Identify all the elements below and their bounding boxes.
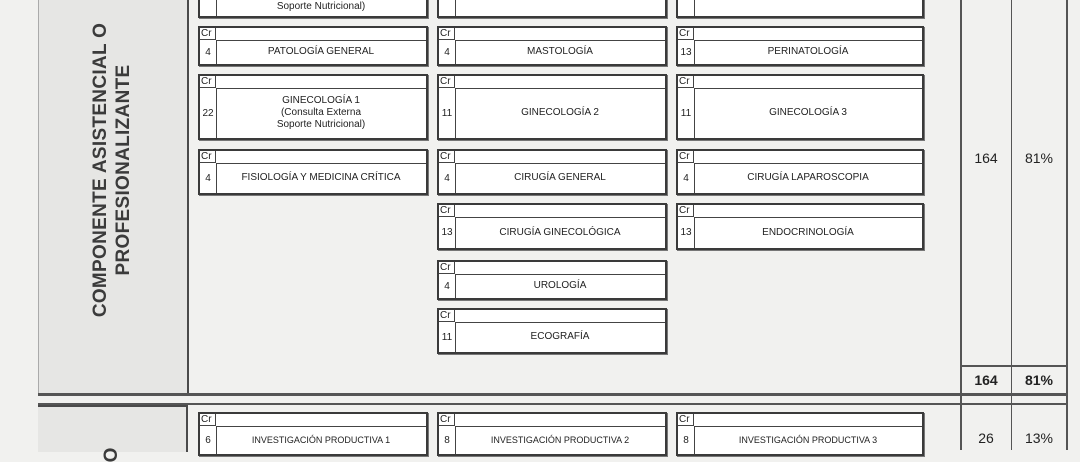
column-rule-percent [1011, 0, 1012, 450]
credit-label: Cr [439, 262, 455, 274]
credit-value: 8 [439, 426, 456, 454]
course-ginecologia-1 [198, 74, 428, 140]
credit-value: 4 [439, 274, 456, 298]
course-partial-1 [198, 0, 428, 18]
course-name: INVESTIGACIÓN PRODUCTIVA 1 [251, 435, 391, 445]
credit-value: 11 [439, 88, 456, 138]
credit-value: 4 [439, 40, 456, 64]
course-cirugia-general [437, 149, 667, 195]
credit-label: Cr [678, 76, 694, 88]
course-name: CIRUGÍA GINECOLÓGICA [499, 226, 621, 238]
course-name: PERINATOLOGÍA [767, 46, 849, 57]
course-name: INVESTIGACIÓN PRODUCTIVA 2 [490, 435, 630, 445]
credit-value: 11 [678, 88, 695, 138]
credits-subtotal: 164 [974, 372, 998, 388]
course-name: ENDOCRINOLOGÍA [762, 226, 854, 238]
percent-total: 81% [1024, 150, 1054, 166]
course-name: GINECOLOGÍA 1 (Consulta Externa Soporte Nutricional) [276, 95, 366, 130]
credit-label: Cr [439, 205, 455, 217]
course-patologia-general [198, 26, 428, 66]
credit-value: 4 [200, 40, 217, 64]
course-investigacion-3 [676, 412, 924, 456]
course-name: UROLOGÍA [533, 280, 587, 291]
course-name: FISIOLOGÍA Y MEDICINA CRÍTICA [241, 172, 401, 183]
course-fisiologia [198, 149, 428, 195]
section-divider-2 [38, 403, 1068, 405]
course-ecografia [437, 308, 667, 354]
credit-value: 8 [678, 426, 695, 454]
course-cirugia-ginecologica [437, 203, 667, 250]
credit-label: Cr [439, 310, 455, 322]
credit-label: Cr [200, 28, 216, 40]
credit-label: Cr [678, 205, 694, 217]
credit-value: 4 [200, 163, 217, 193]
percent-next-section: 13% [1024, 430, 1054, 446]
course-name: Soporte Nutricional) [276, 1, 366, 12]
credit-value: 4 [439, 163, 456, 193]
course-investigacion-2 [437, 412, 667, 456]
course-name: PATOLOGÍA GENERAL [267, 46, 375, 57]
course-name: GINECOLOGÍA 2 [521, 107, 599, 118]
course-name: INVESTIGACIÓN PRODUCTIVA 3 [738, 435, 878, 445]
column-rule-right [1066, 0, 1068, 450]
section-divider [38, 393, 1068, 396]
credit-label: Cr [200, 414, 216, 426]
credit-value: 11 [439, 322, 456, 352]
course-name: ECOGRAFÍA [530, 331, 590, 342]
next-section-title-panel [38, 405, 188, 452]
course-perinatologia [676, 26, 924, 66]
credits-next-section: 26 [978, 430, 994, 446]
course-name: CIRUGÍA LAPAROSCOPIA [747, 172, 869, 183]
course-endocrinologia [676, 203, 924, 250]
subtotal-rule [960, 365, 1068, 367]
credit-label: Cr [200, 151, 216, 163]
next-section-title-fragment: O [101, 447, 122, 462]
credit-value: 6 [200, 426, 217, 454]
course-partial-2 [437, 0, 667, 18]
course-investigacion-1 [198, 412, 428, 456]
section-title: COMPONENTE ASISTENCIAL O PROFESIONALIZANTE [90, 22, 134, 318]
percent-subtotal: 81% [1024, 372, 1054, 388]
course-cirugia-laparoscopia [676, 149, 924, 195]
course-name: GINECOLOGÍA 3 [769, 107, 847, 118]
credit-label: Cr [678, 151, 694, 163]
course-partial-3 [676, 0, 924, 18]
course-urologia [437, 260, 667, 300]
course-name: CIRUGÍA GENERAL [514, 172, 606, 183]
credit-value: 13 [678, 217, 695, 248]
course-mastologia [437, 26, 667, 66]
course-ginecologia-2 [437, 74, 667, 140]
credit-label: Cr [678, 28, 694, 40]
credit-label: Cr [439, 151, 455, 163]
credit-label: Cr [439, 414, 455, 426]
credit-label: Cr [439, 76, 455, 88]
credits-total: 164 [974, 150, 998, 166]
credit-value: 13 [439, 217, 456, 248]
course-ginecologia-3 [676, 74, 924, 140]
credit-value: 22 [200, 88, 217, 138]
credit-value: 4 [678, 163, 695, 193]
credit-label: Cr [439, 28, 455, 40]
course-name: MASTOLOGÍA [527, 46, 593, 57]
credit-value: 13 [678, 40, 695, 64]
credit-label: Cr [678, 414, 694, 426]
credit-label: Cr [200, 76, 216, 88]
